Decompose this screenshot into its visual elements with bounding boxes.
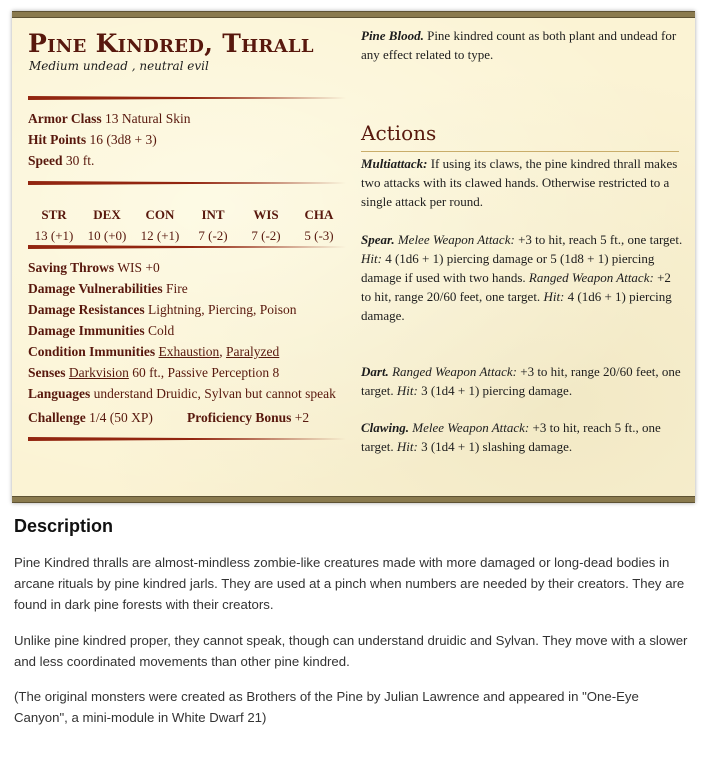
ability-wis: WIS 7 (-2): [251, 207, 281, 243]
ability-int: INT 7 (-2): [198, 207, 228, 243]
ability-cha: CHA 5 (-3): [304, 207, 334, 243]
description-paragraph: Unlike pine kindred proper, they cannot speak, though can understand druidic and Sylvan. They move with a slower and less coordinated movements than other pine kindred.: [14, 633, 688, 669]
trait-pine-blood: Pine Blood. Pine kindred count as both plant and undead for any effect related to type.: [361, 28, 677, 62]
proficiency-bonus: Proficiency Bonus +2: [187, 410, 310, 425]
exhaustion-link[interactable]: Exhaustion: [158, 344, 220, 359]
stat-block-bottom-border: [12, 496, 695, 503]
divider: [28, 437, 346, 441]
damage-resistances: Damage Resistances Lightning, Piercing, Poison: [28, 302, 297, 317]
saving-throws: Saving Throws WIS +0: [28, 260, 160, 275]
languages: Languages understand Druidic, Sylvan but cannot speak: [28, 386, 336, 401]
ability-str: STR 13 (+1): [34, 207, 74, 243]
actions-heading: Actions: [361, 121, 437, 145]
description-heading: Description: [14, 516, 114, 536]
speed: Speed 30 ft.: [28, 153, 95, 168]
description-paragraph: (The original monsters were created as Brothers of the Pine by Julian Lawrence and appeared in "One-Eye Canyon", a mini-module in White Dwarf 21): [14, 689, 639, 725]
darkvision-link[interactable]: Darkvision: [68, 365, 129, 380]
challenge: Challenge 1/4 (50 XP): [28, 410, 153, 425]
damage-immunities: Damage Immunities Cold: [28, 323, 175, 338]
senses: Senses Darkvision 60 ft., Passive Perception 8: [28, 365, 280, 380]
ability-con: CON 12 (+1): [140, 207, 180, 243]
ability-dex: DEX 10 (+0): [87, 207, 127, 243]
action-spear: Spear. Melee Weapon Attack: +3 to hit, reach 5 ft., one target. Hit: 4 (1d6 + 1) piercing damage or 5 (1d8 + 1) piercing damage if used with two hands. Ranged Weapon Attack: +2 to hit, range 20/60 feet, one target. Hit: 4 (1d6 + 1) piercing damage.: [361, 232, 683, 323]
stat-block: [12, 11, 695, 503]
action-clawing: Clawing. Melee Weapon Attack: +3 to hit, reach 5 ft., one target. Hit: 3 (1d4 + 1) slashing damage.: [361, 420, 661, 454]
divider: [28, 96, 346, 100]
divider: [28, 245, 346, 249]
actions-rule: [361, 151, 679, 152]
monster-name: Pine Kindred, Thrall: [28, 29, 314, 58]
paralyzed-link[interactable]: Paralyzed: [226, 344, 280, 359]
hit-points: Hit Points 16 (3d8 + 3): [28, 132, 157, 147]
action-multiattack: Multiattack: If using its claws, the pine kindred thrall makes two attacks with its clawed hands. Otherwise restricted to a single attack per round.: [361, 156, 678, 209]
armor-class: Armor Class 13 Natural Skin: [28, 111, 191, 126]
stat-block-top-border: [12, 11, 695, 18]
damage-vulnerabilities: Damage Vulnerabilities Fire: [28, 281, 188, 296]
description-paragraph: Pine Kindred thralls are almost-mindless zombie-like creatures made with more damaged or long-dead bodies in arcane rituals by pine kindred jarls. They are used at a pinch when numbers are needed by their creators. They are found in dark pine forests with their creators.: [14, 555, 685, 612]
condition-immunities: Condition Immunities Exhaustion, Paralyzed: [28, 344, 280, 359]
monster-type: Medium undead , neutral evil: [29, 59, 209, 73]
action-dart: Dart. Ranged Weapon Attack: +3 to hit, range 20/60 feet, one target. Hit: 3 (1d4 + 1) piercing damage.: [361, 364, 681, 398]
divider: [28, 181, 346, 185]
